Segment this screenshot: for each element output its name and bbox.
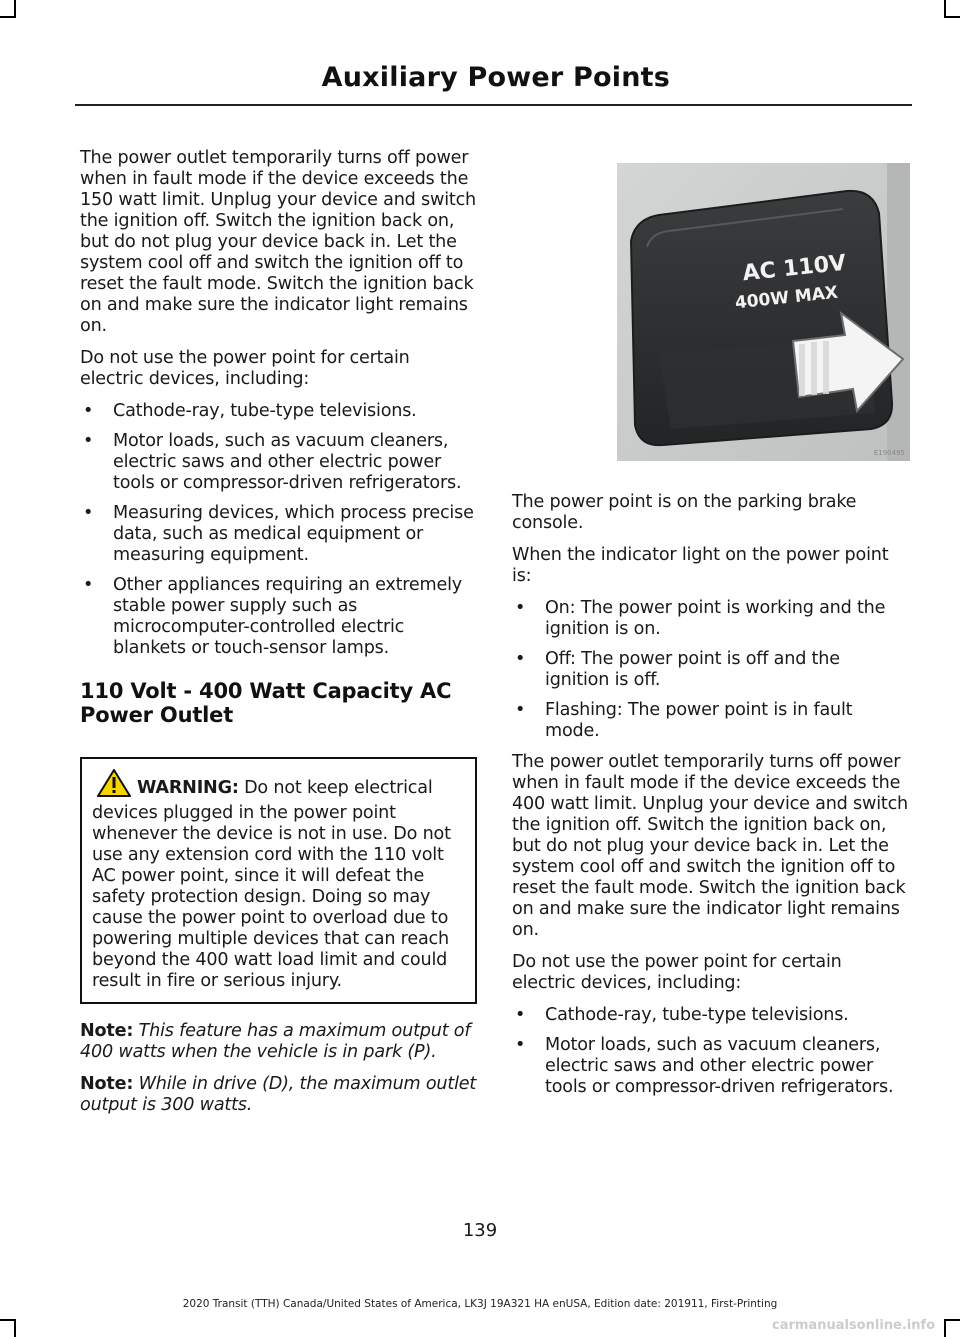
right-column [512, 492, 909, 1108]
note-paragraph [80, 1074, 477, 1116]
fault-paragraph: The power outlet temporarily turns off power when in fault mode if the device exceeds the 400 watt limit. Unplug your device and switch the ignition off. Switch the ignition back on, but do not plug your device back in. Let the system cool off and switch the ignition off to reset the fault mode. Switch the ignition back on and make sure the indicator light remains on. [512, 752, 909, 940]
warning-triangle-icon [97, 769, 131, 803]
list-item: • Cathode-ray, tube-type televisions. [512, 1005, 909, 1026]
warning-box [80, 757, 477, 1004]
devices-intro: Do not use the power point for certain electric devices, including: [80, 348, 410, 389]
warning-text: Do not keep electrical devices plugged in the power point whenever the device is not in use. Do not use any extension cord with the 110 volt AC power point, since it will defeat the safety protection design. Doing so may cause the power point to overload due to powering multiple devices that can reach beyond the 400 watt load limit and could result in fire or serious injury. [92, 778, 451, 991]
note-text: This feature has a maximum output of 400 watts when the vehicle is in park (P). [80, 1021, 471, 1062]
list-item: • Measuring devices, which process precise data, such as medical equipment or measuring equipment. [80, 503, 477, 566]
page-number: 139 [462, 1220, 498, 1241]
indicator-states-list [512, 598, 909, 742]
list-item: • Other appliances requiring an extremely stable power supply such as microcomputer-controlled electric blankets or touch-sensor lamps. [80, 575, 477, 659]
crop-mark [944, 1319, 946, 1337]
note-label: Note: [80, 1021, 134, 1041]
watermark: carmanualsonline.info [772, 1318, 936, 1333]
crop-mark [944, 1319, 960, 1321]
crop-mark [0, 16, 16, 18]
note-text: While in drive (D), the maximum outlet output is 300 watts. [80, 1074, 477, 1115]
warning-label: WARNING: [137, 778, 239, 798]
devices-intro: Do not use the power point for certain electric devices, including: [512, 952, 842, 993]
section-heading: 110 Volt - 400 Watt Capacity AC Power Outlet [80, 679, 452, 727]
left-column [80, 148, 477, 1127]
list-item: • Motor loads, such as vacuum cleaners, electric saws and other electric power tools or compressor-driven refrigerators. [512, 1035, 909, 1098]
crop-mark [0, 1319, 16, 1321]
list-item: • On: The power point is working and the ignition is on. [512, 598, 909, 640]
page-title: Auxiliary Power Points [321, 62, 670, 93]
figure-code: E190495 [873, 449, 905, 457]
crop-mark [14, 1319, 16, 1337]
intro-paragraph: The power outlet temporarily turns off power when in fault mode if the device exceeds the 150 watt limit. Unplug your device and switch the ignition off. Switch the ignition back on, but do not plug your device back in. Let the system cool off and switch the ignition off to reset the fault mode. Switch the ignition back on and make sure the indicator light remains on. [80, 148, 477, 336]
power-outlet-figure [617, 163, 910, 461]
note-label: Note: [80, 1074, 134, 1094]
header-rule [75, 104, 912, 106]
note-paragraph [80, 1021, 477, 1063]
list-item: • Cathode-ray, tube-type televisions. [80, 401, 477, 422]
devices-list [512, 1005, 909, 1098]
indicator-intro: When the indicator light on the power point is: [512, 545, 889, 586]
list-item: • Off: The power point is off and the ignition is off. [512, 649, 909, 691]
list-item: • Flashing: The power point is in fault mode. [512, 700, 909, 742]
crop-mark [944, 16, 960, 18]
svg-text:AC 110V: AC 110V [741, 250, 848, 287]
list-item: • Motor loads, such as vacuum cleaners, electric saws and other electric power tools or compressor-driven refrigerators. [80, 431, 477, 494]
footer-text: 2020 Transit (TTH) Canada/United States of America, LK3J 19A321 HA enUSA, Edition date: 201911, First-Printing [182, 1298, 778, 1310]
devices-list [80, 401, 477, 659]
location-paragraph: The power point is on the parking brake console. [512, 492, 857, 533]
svg-text:400W MAX: 400W MAX [734, 282, 839, 314]
